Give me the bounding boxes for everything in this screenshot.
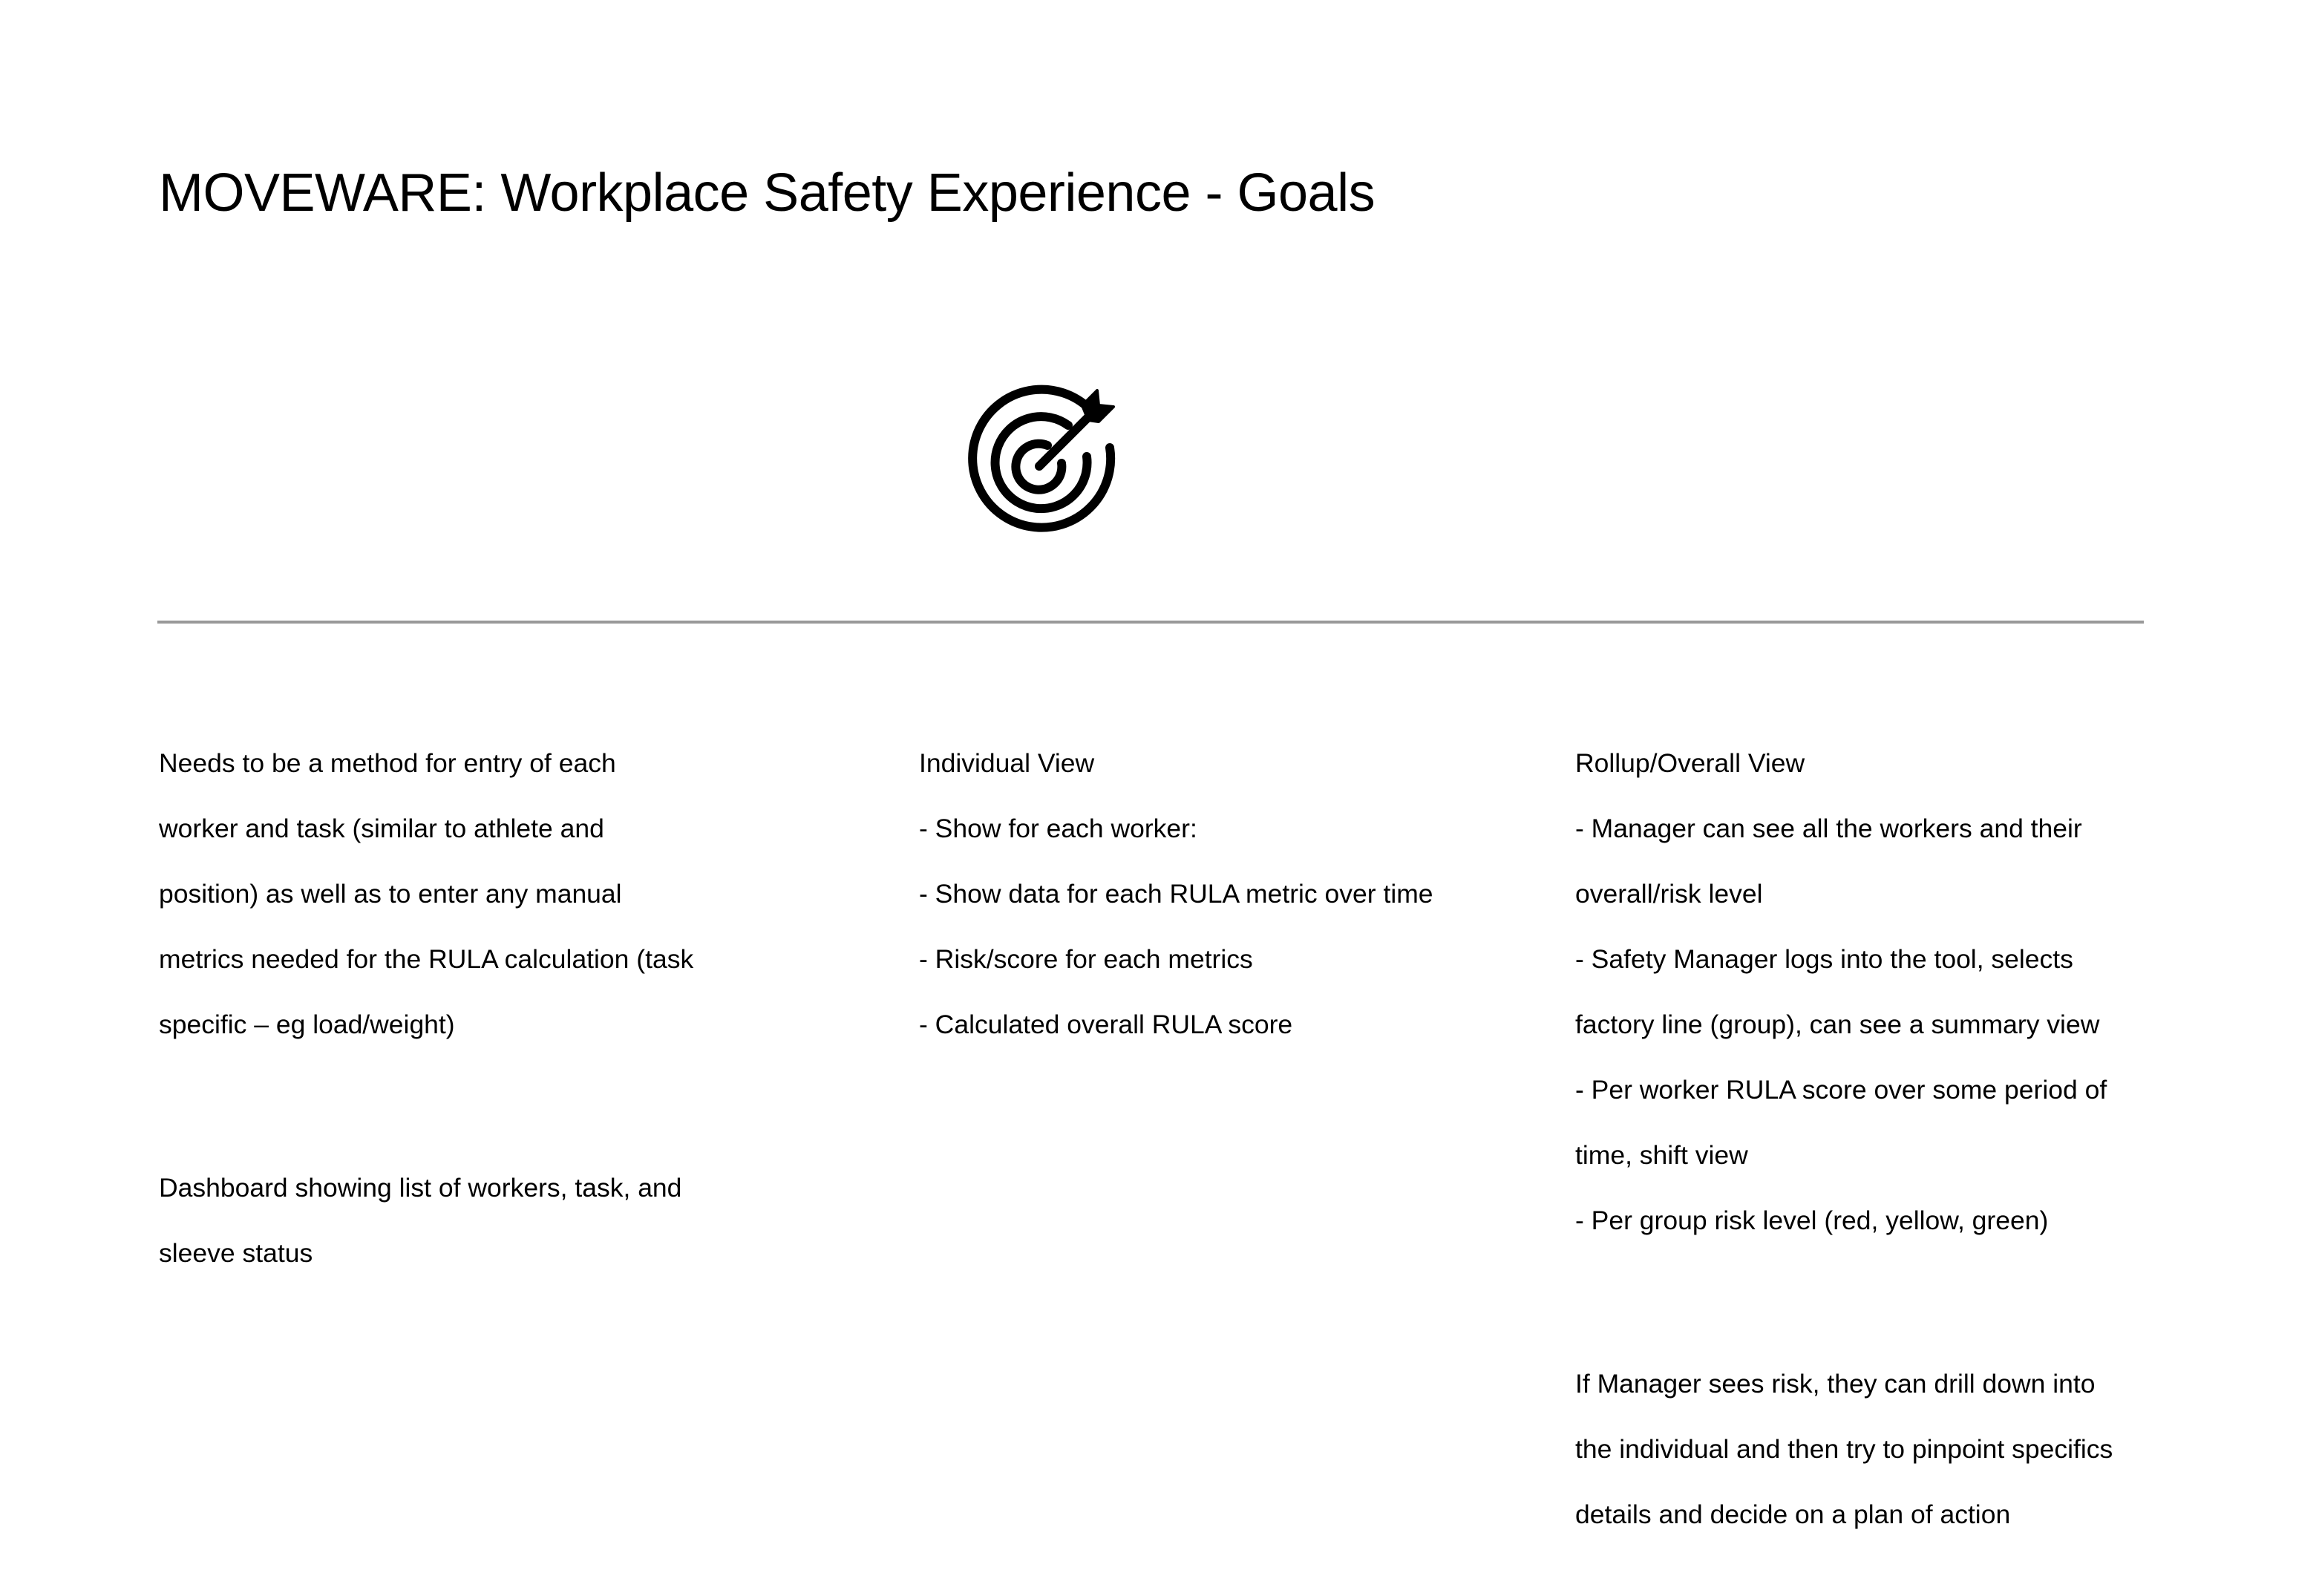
text-line: If Manager sees risk, they can drill down into <box>1575 1369 2096 1399</box>
text-line: sleeve status <box>159 1238 313 1268</box>
column-heading: Individual View <box>919 748 1095 778</box>
column-heading: Rollup/Overall View <box>1575 748 1805 778</box>
text-line: Dashboard showing list of workers, task, and <box>159 1173 682 1203</box>
paragraph-drill-down <box>1575 1335 2154 1563</box>
list-item: - Manager can see all the workers and their <box>1575 814 2082 843</box>
paragraph-entry-method <box>159 714 723 1073</box>
section-divider <box>157 621 2144 624</box>
paragraph-dashboard <box>159 1139 723 1302</box>
list-item: factory line (group), can see a summary view <box>1575 1010 2100 1039</box>
text-line: the individual and then try to pinpoint specifics <box>1575 1434 2113 1464</box>
list-item: - Calculated overall RULA score <box>919 1010 1293 1039</box>
list-item: - Per worker RULA score over some period of <box>1575 1075 2107 1105</box>
list-item: - Show for each worker: <box>919 814 1197 843</box>
list-item: overall/risk level <box>1575 879 1763 909</box>
column-rollup-view <box>1575 681 2154 1596</box>
text-line: Needs to be a method for entry of each <box>159 748 616 778</box>
page-title: MOVEWARE: Workplace Safety Experience - Goals <box>159 163 1376 223</box>
text-line: position) as well as to enter any manual <box>159 879 622 909</box>
list-item: - Safety Manager logs into the tool, selects <box>1575 944 2073 974</box>
list-item: - Per group risk level (red, yellow, green) <box>1575 1206 2049 1235</box>
text-line: details and decide on a plan of action <box>1575 1499 2011 1529</box>
column-data-entry <box>159 681 723 1335</box>
column-individual-view <box>919 681 1498 1106</box>
text-line: specific – eg load/weight) <box>159 1010 455 1039</box>
paragraph-individual-view <box>919 714 1498 1073</box>
target-with-arrow-icon <box>958 376 1121 539</box>
list-item: - Show data for each RULA metric over time <box>919 879 1433 909</box>
text-line: metrics needed for the RULA calculation (task <box>159 944 694 974</box>
paragraph-rollup-view <box>1575 714 2154 1269</box>
text-line: worker and task (similar to athlete and <box>159 814 604 843</box>
list-item: time, shift view <box>1575 1140 1748 1170</box>
list-item: - Risk/score for each metrics <box>919 944 1253 974</box>
